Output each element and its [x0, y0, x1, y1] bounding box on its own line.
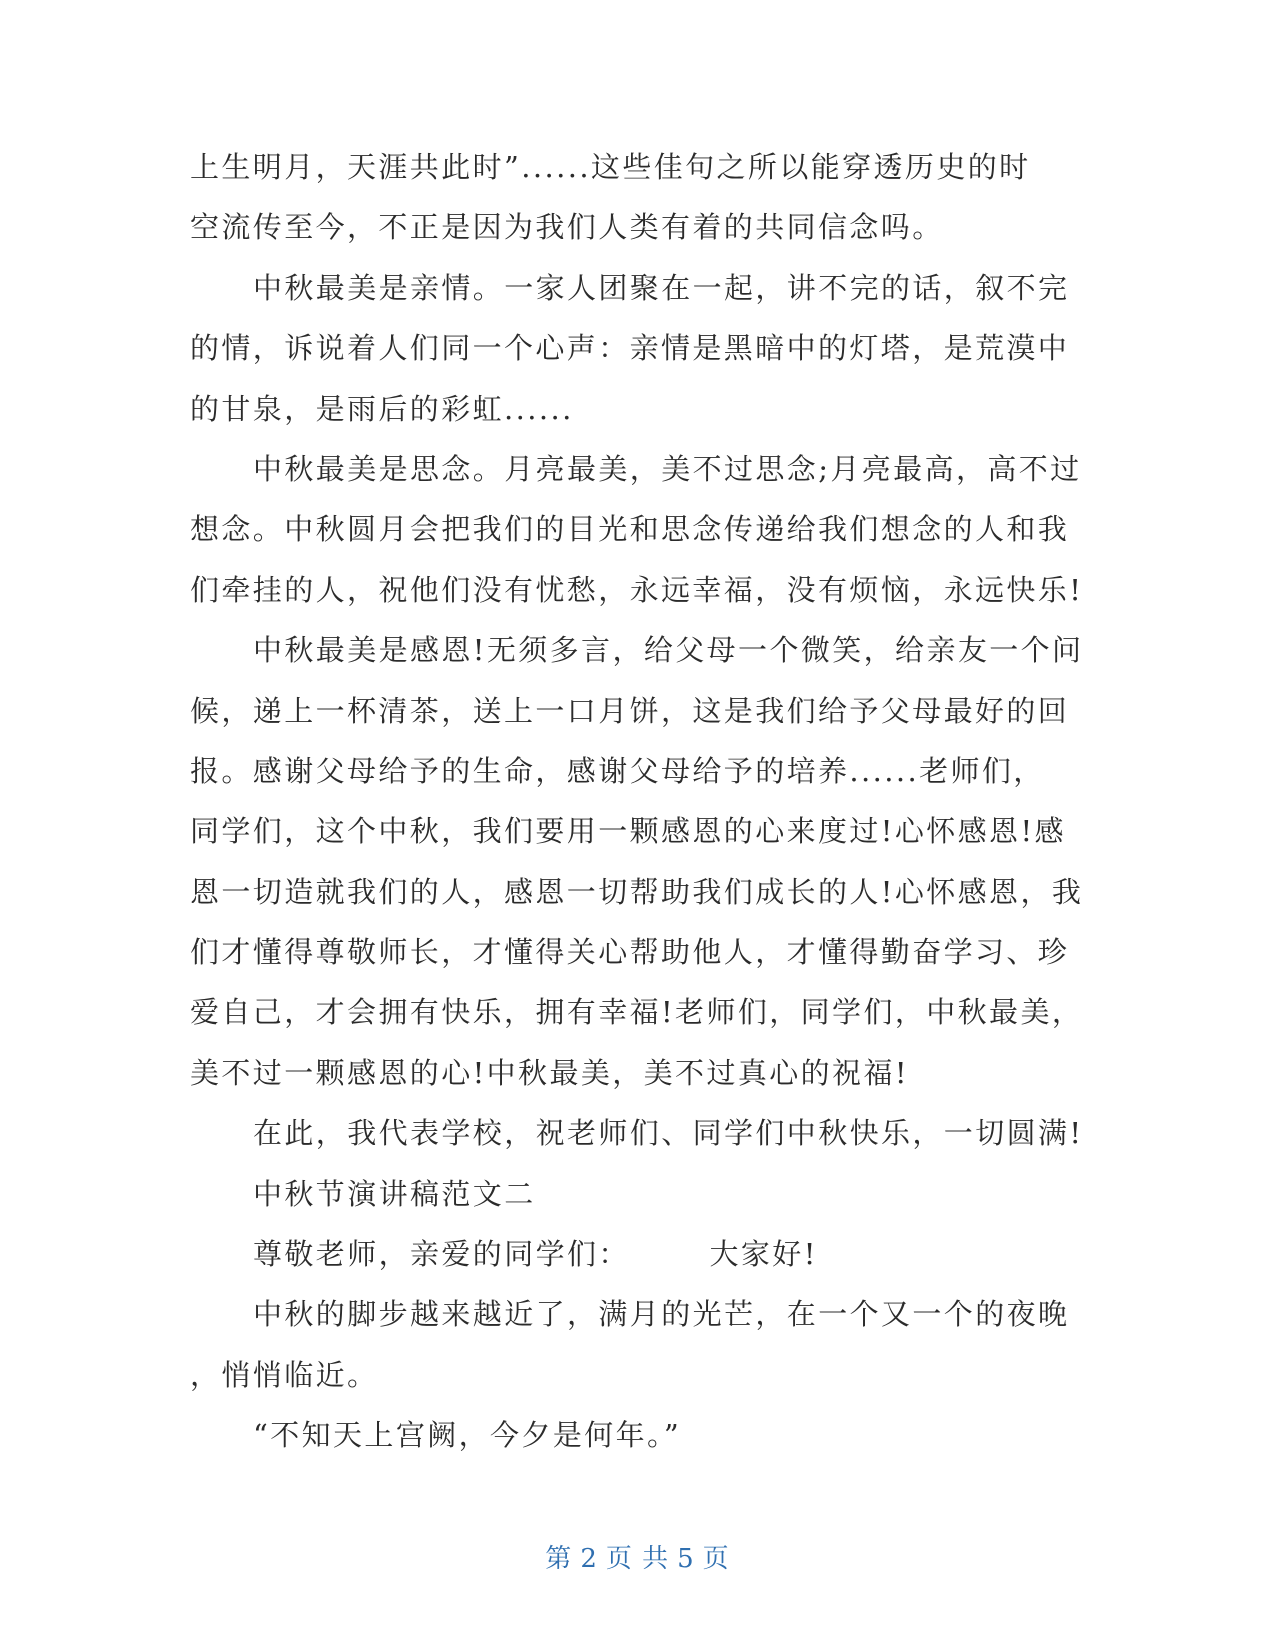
text-line-15: 爱自己，才会拥有快乐，拥有幸福!老师们，同学们，中秋最美， — [190, 995, 1084, 1030]
quote-line: “不知天上宫阙，今夕是何年。” — [253, 1418, 682, 1453]
text-line-6: 中秋最美是思念。月亮最美，美不过思念;月亮最高，高不过 — [253, 451, 1082, 486]
text-line-11: 报。感谢父母给予的生命，感谢父母给予的培养......老师们， — [190, 753, 1045, 788]
text-line-12: 同学们，这个中秋，我们要用一颗感恩的心来度过!心怀感恩!感 — [190, 814, 1066, 849]
text-line-2: 空流传至今，不正是因为我们人类有着的共同信念吗。 — [190, 210, 944, 245]
footer-prefix: 第 — [545, 1544, 573, 1574]
salutation-line: 尊敬老师，亲爱的同学们： 大家好! — [253, 1237, 818, 1272]
text-line-3: 中秋最美是亲情。一家人团聚在一起，讲不完的话，叙不完 — [253, 270, 1070, 305]
text-line-10: 候，递上一杯清茶，送上一口月饼，这是我们给予父母最好的回 — [190, 693, 1070, 728]
text-line-1: 上生明月，天涯共此时”......这些佳句之所以能穿透历史的时 — [190, 150, 1031, 184]
text-line-5: 的甘泉，是雨后的彩虹...... — [190, 391, 574, 426]
text-line-21: ，悄悄临近。 — [190, 1357, 379, 1392]
text-line-7: 想念。中秋圆月会把我们的目光和思念传递给我们想念的人和我 — [190, 512, 1070, 547]
text-line-17: 在此，我代表学校，祝老师们、同学们中秋快乐，一切圆满! — [253, 1116, 1084, 1151]
footer-page-number: 2 — [580, 1544, 598, 1574]
footer-total-pages: 5 — [677, 1544, 695, 1574]
page-footer — [0, 1538, 1275, 1575]
text-line-20: 中秋的脚步越来越近了，满月的光芒，在一个又一个的夜晚 — [253, 1297, 1070, 1332]
text-line-9: 中秋最美是感恩!无须多言，给父母一个微笑，给亲友一个问 — [253, 633, 1084, 668]
document-body — [190, 148, 1085, 1477]
section-heading: 中秋节演讲稿范文二 — [253, 1176, 536, 1211]
text-line-8: 们牵挂的人，祝他们没有忧愁，永远幸福，没有烦恼，永远快乐! — [190, 572, 1084, 607]
footer-suffix: 页 — [702, 1544, 730, 1574]
text-line-14: 们才懂得尊敬师长，才懂得关心帮助他人，才懂得勤奋学习、珍 — [190, 935, 1070, 970]
text-line-4: 的情，诉说着人们同一个心声：亲情是黑暗中的灯塔，是荒漠中 — [190, 331, 1070, 366]
footer-middle: 页 共 — [605, 1544, 670, 1574]
text-line-16: 美不过一颗感恩的心!中秋最美，美不过真心的祝福! — [190, 1055, 909, 1090]
text-line-13: 恩一切造就我们的人，感恩一切帮助我们成长的人!心怀感恩，我 — [190, 874, 1084, 909]
